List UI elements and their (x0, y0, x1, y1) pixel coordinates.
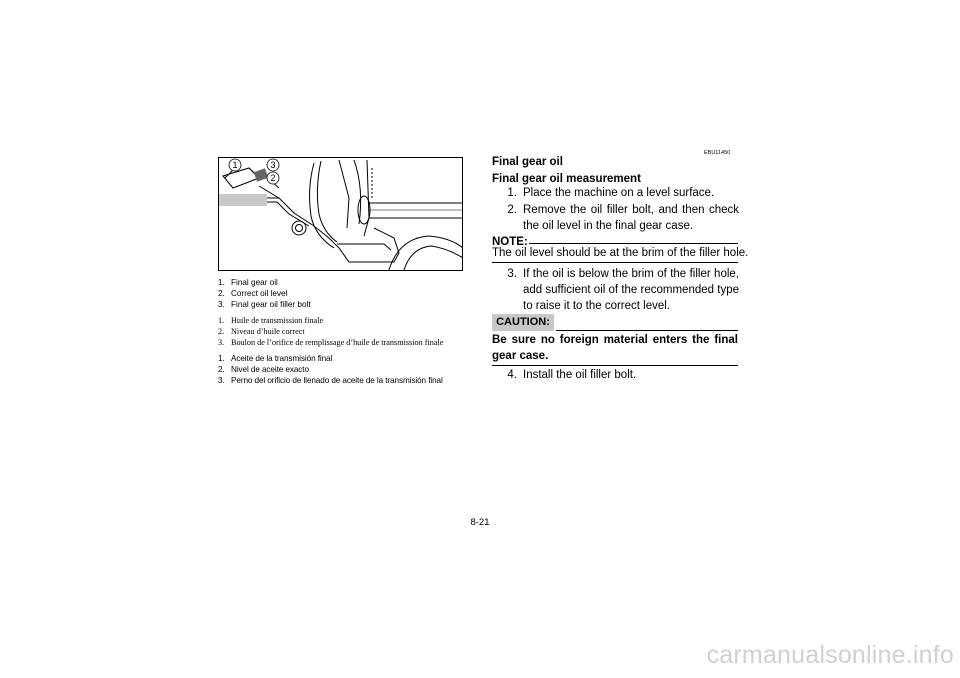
section-title: Final gear oil (492, 156, 563, 168)
caution-rule-top (556, 330, 738, 331)
caption-item: 2. Niveau d’huile correct (218, 327, 305, 337)
caption-item: 2. Correct oil level (218, 289, 288, 298)
caution-rule-bottom (492, 365, 738, 366)
caption-item: 1. Final gear oil (218, 278, 278, 287)
final-gear-figure (218, 157, 463, 271)
caption-item: 2. Nivel de aceite exacto (218, 365, 309, 374)
step-number: 4. (507, 369, 517, 381)
callout-2-label: 2 (270, 173, 276, 183)
note-label: NOTE: (492, 236, 528, 248)
caution-text: Be sure no foreign material enters the final gear case. (492, 334, 738, 362)
step-item (492, 367, 739, 383)
step-item (492, 185, 739, 201)
callout-1-label: 1 (232, 160, 238, 170)
note-rule-bottom (492, 262, 738, 263)
step-text: Install the oil filler bolt. (523, 369, 637, 381)
caption-item: 3. Boulon de l’orifice de remplissage d’huile de transmission finale (218, 338, 444, 348)
callout-3-label: 3 (270, 160, 276, 170)
caption-list-french (218, 315, 468, 349)
step-item (492, 266, 739, 314)
step-text: Remove the oil filler bolt, and then check the oil level in the final gear case. (523, 204, 739, 232)
watermark-text: carmanualsonline.info (706, 641, 954, 669)
caption-item: 3. Final gear oil filler bolt (218, 300, 311, 309)
page-number: 8-21 (470, 517, 490, 528)
document-code: EBU11450 (704, 150, 731, 156)
subsection-title: Final gear oil measurement (492, 173, 641, 185)
step-number: 1. (507, 187, 517, 199)
final-gear-illustration (219, 158, 463, 271)
caption-item: 1. Huile de transmission finale (218, 316, 324, 325)
caption-item: 1. Aceite de la transmisión final (218, 354, 333, 363)
step-item (492, 202, 739, 234)
step-number: 3. (507, 268, 517, 280)
step-text: Place the machine on a level surface. (523, 187, 715, 199)
note-text: The oil level should be at the brim of the filler hole. (492, 247, 749, 259)
caption-list-spanish (218, 353, 468, 386)
step-number: 2. (507, 204, 517, 216)
caption-item: 3. Perno del orificio de llenado de aceite de la transmisión final (218, 376, 443, 385)
caption-list-english (218, 277, 468, 310)
note-rule-top (529, 243, 738, 244)
step-text: If the oil is below the brim of the filler hole, add sufficient oil of the recommended type to raise it to the correct level. (523, 268, 739, 312)
caution-label: CAUTION: (492, 314, 554, 331)
